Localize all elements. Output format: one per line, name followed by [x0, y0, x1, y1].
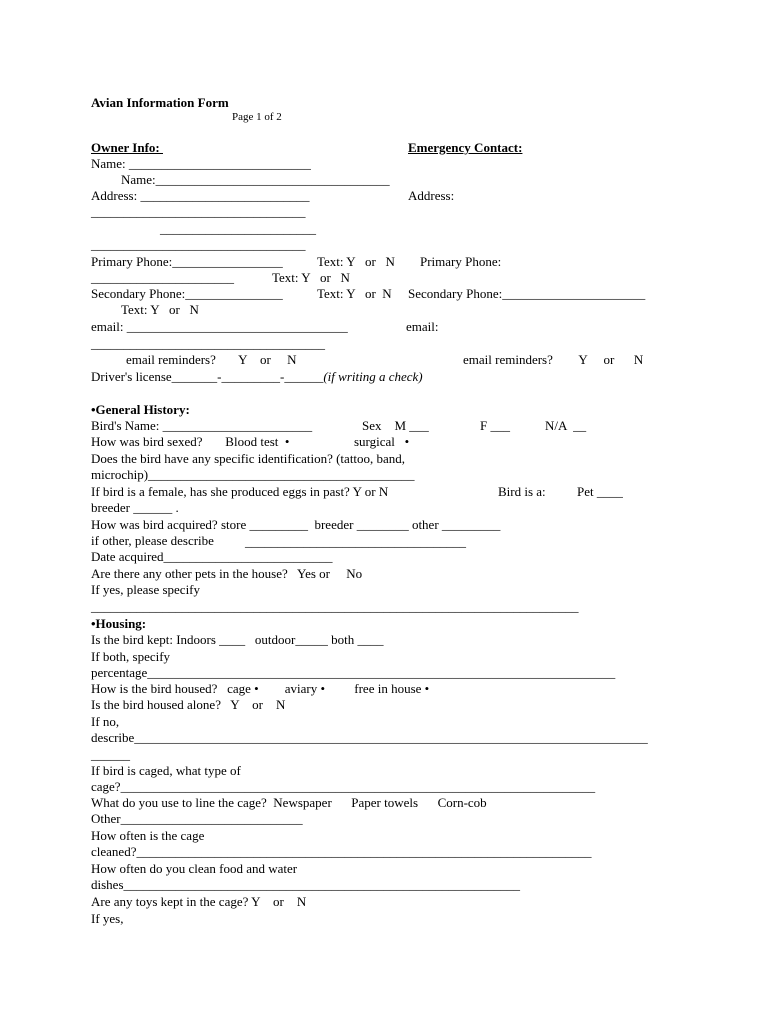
emergency-primary-phone-field[interactable]: ______________________	[91, 270, 234, 285]
food-water-question: How often do you clean food and water	[91, 861, 298, 876]
toys-if-yes-label: If yes,	[91, 911, 124, 926]
general-history-heading: •General History:	[91, 402, 190, 417]
drivers-license-field[interactable]	[91, 369, 423, 385]
emergency-secondary-phone-field[interactable]: Secondary Phone:______________________	[408, 286, 646, 301]
housed-question[interactable]: How is the bird housed? cage • aviary • free in house •	[91, 681, 430, 696]
owner-info-heading: Owner Info:	[91, 140, 163, 155]
if-both-label: If both, specify	[91, 649, 171, 664]
if-other-label: if other, please describe	[91, 533, 214, 548]
sexed-method-surgical[interactable]: surgical •	[354, 434, 410, 449]
emergency-primary-phone-label: Primary Phone:	[420, 254, 502, 269]
owner-primary-phone-field[interactable]: Primary Phone:_________________	[91, 254, 283, 269]
percentage-field[interactable]: percentage________________________________________________________________________	[91, 665, 616, 680]
owner-name-field[interactable]: Name: ____________________________	[91, 156, 311, 171]
cage-type-field[interactable]: cage?_________________________________________________________________________	[91, 779, 596, 794]
page-indicator: Page 1 of 2	[232, 111, 282, 123]
emergency-primary-text-choice[interactable]: Text: Y or N	[272, 270, 350, 285]
owner-address-field[interactable]: Address: __________________________	[91, 188, 310, 203]
if-no-label: If no,	[91, 714, 120, 729]
other-pets-question[interactable]: Are there any other pets in the house? Yes or No	[91, 566, 363, 581]
drivers-license-note: (if writing a check)	[323, 369, 423, 384]
emergency-secondary-text-choice[interactable]: Text: Y or N	[121, 302, 199, 317]
owner-secondary-text-choice[interactable]: Text: Y or N	[317, 286, 392, 301]
sex-male-option[interactable]: Sex M ___	[362, 418, 429, 433]
housing-heading: •Housing:	[91, 616, 147, 631]
cage-cleaned-field[interactable]: cleaned?______________________________________________________________________	[91, 844, 592, 859]
identification-question: Does the bird have any specific identification? (tattoo, band,	[91, 451, 406, 466]
if-other-field[interactable]: __________________________________	[245, 534, 466, 549]
owner-email-reminders-choice[interactable]: email reminders? Y or N	[126, 352, 297, 367]
microchip-field[interactable]: microchip)_________________________________________	[91, 467, 415, 482]
cage-lining-question[interactable]: What do you use to line the cage? Newspaper Paper towels Corn-cob	[91, 795, 487, 810]
owner-email-field[interactable]: email: __________________________________	[91, 319, 348, 334]
owner-primary-text-choice[interactable]: Text: Y or N	[317, 254, 395, 269]
drivers-license-label: Driver's license_______-_________-______	[91, 369, 324, 384]
cage-cleaned-question: How often is the cage	[91, 828, 205, 843]
owner-address-line-3[interactable]: ________________________	[160, 221, 316, 236]
emergency-email-reminders-choice[interactable]: email reminders? Y or N	[463, 352, 644, 367]
if-yes-specify-label: If yes, please specify	[91, 582, 201, 597]
acquired-question[interactable]: How was bird acquired? store _________ breeder ________ other _________	[91, 517, 501, 532]
eggs-question[interactable]: If bird is a female, has she produced eggs in past? Y or N	[91, 484, 389, 499]
birds-name-field[interactable]: Bird's Name: _______________________	[91, 418, 313, 433]
emergency-address-label: Address:	[408, 188, 455, 203]
emergency-contact-heading: Emergency Contact:	[408, 140, 523, 155]
describe-field[interactable]: describe_______________________________________________________________________________	[91, 730, 648, 745]
emergency-name-field[interactable]: Name:____________________________________	[121, 172, 390, 187]
owner-address-line-4[interactable]: _________________________________	[91, 237, 306, 252]
bird-breeder-option[interactable]: breeder ______ .	[91, 500, 179, 515]
form-title: Avian Information Form	[91, 95, 229, 110]
cage-lining-other-field[interactable]: Other____________________________	[91, 811, 303, 826]
dishes-field[interactable]: dishes_____________________________________________________________	[91, 877, 520, 892]
emergency-email-field[interactable]: ____________________________________	[91, 336, 325, 351]
bird-pet-option[interactable]: Pet ____	[577, 484, 623, 499]
sexed-method-blood-test[interactable]: How was bird sexed? Blood test •	[91, 434, 290, 449]
toys-question[interactable]: Are any toys kept in the cage? Y or N	[91, 894, 307, 909]
if-yes-specify-field[interactable]: ___________________________________________________________________________	[91, 599, 579, 614]
sex-na-option[interactable]: N/A __	[545, 418, 587, 433]
sex-female-option[interactable]: F ___	[480, 418, 510, 433]
housed-alone-question[interactable]: Is the bird housed alone? Y or N	[91, 697, 286, 712]
describe-field-continued[interactable]: ______	[91, 747, 130, 762]
date-acquired-field[interactable]: Date acquired__________________________	[91, 549, 333, 564]
emergency-email-label: email:	[406, 319, 439, 334]
bird-is-label: Bird is a:	[498, 484, 546, 499]
owner-secondary-phone-field[interactable]: Secondary Phone:_______________	[91, 286, 283, 301]
cage-type-question: If bird is caged, what type of	[91, 763, 241, 778]
owner-address-line-2[interactable]: _________________________________	[91, 204, 306, 219]
kept-question[interactable]: Is the bird kept: Indoors ____ outdoor_____ both ____	[91, 632, 384, 647]
